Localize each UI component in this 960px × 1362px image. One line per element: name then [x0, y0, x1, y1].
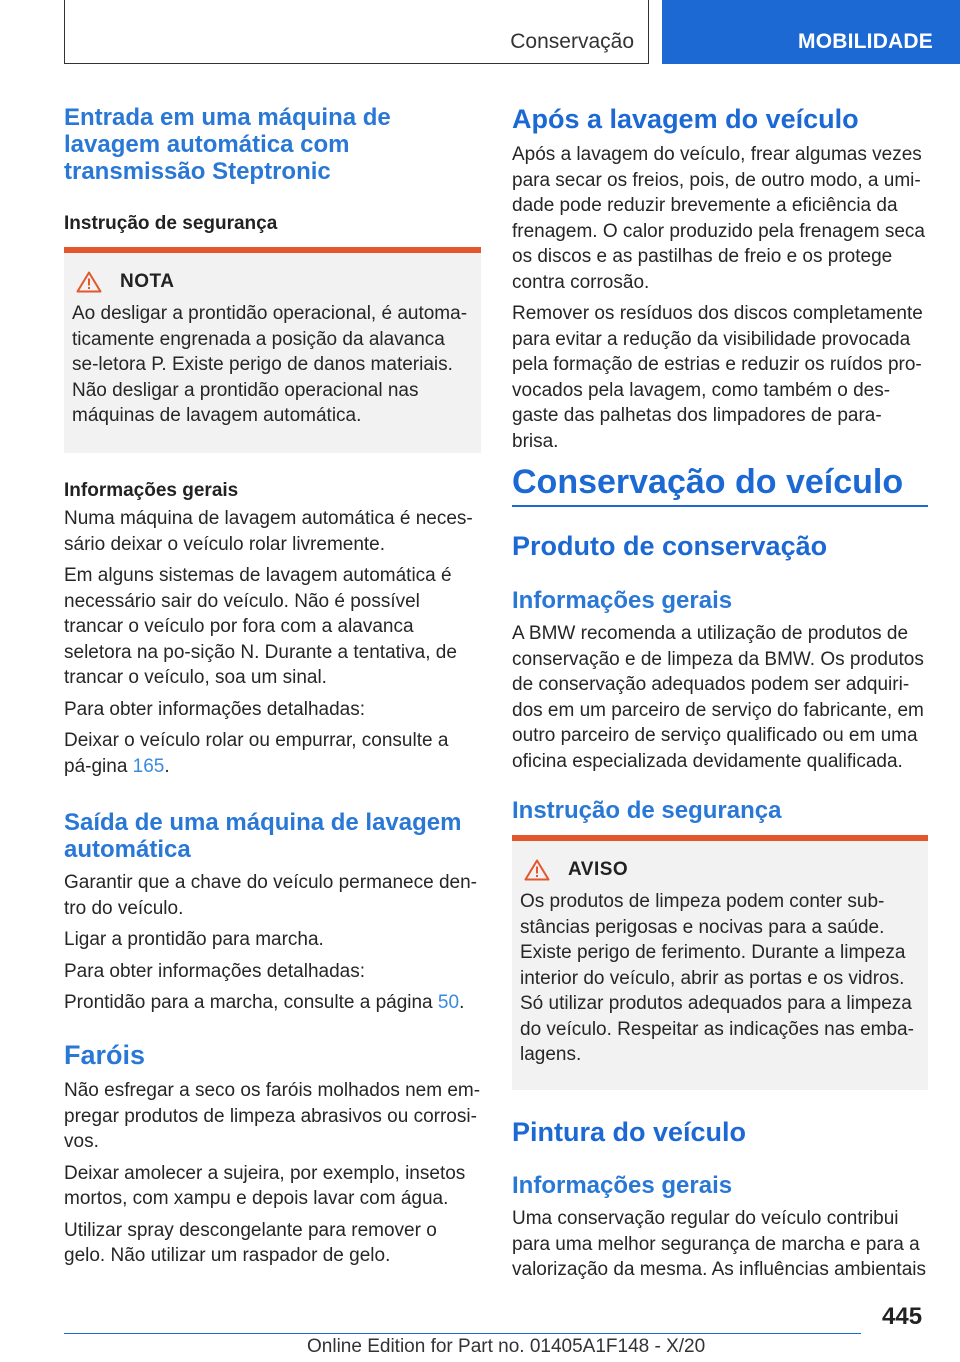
paint-title: Pintura do veículo — [512, 1117, 747, 1147]
warning-label: AVISO — [568, 859, 629, 880]
paint-paragraph: Uma conservação regular do veículo contribui para uma melhor segurança de marcha e para a valorização da mesma. As influências ambientais — [512, 1208, 926, 1280]
after-wash-title: Após a lavagem do veículo — [512, 104, 859, 134]
header-chapter-tab[interactable]: MOBILIDADE — [662, 0, 960, 64]
info-heading-right: Informações gerais — [512, 587, 733, 614]
lights-paragraph-2: Deixar amolecer a sujeira, por exemplo, insetos mortos, com xampu e depois lavar com água. — [64, 1162, 466, 1209]
exit-p4-suffix: . — [459, 992, 465, 1013]
page-link-165[interactable]: 165 — [132, 755, 165, 777]
note-box — [64, 247, 481, 453]
general-paragraph-3: Para obter informações detalhadas: — [64, 698, 366, 720]
warning-box — [512, 835, 928, 1090]
product-info-paragraph: A BMW recomenda a utilização de produtos de conservação e de limpeza da BMW. Os produtos de conservação adequados podem ser adquiri-dos em um parceiro de serviço do fabricante, em outro parceiro de serviço qualificado ou em uma oficina especializada devidamente qualificada. — [512, 623, 924, 772]
general-info-section — [64, 480, 481, 779]
header-section-title: Conservação — [510, 30, 634, 53]
page-link-50[interactable]: 50 — [437, 992, 460, 1013]
footer-edition: Online Edition for Part no. 01405A1F148 - X/20 — [307, 1336, 706, 1357]
footer-rule — [64, 1333, 861, 1334]
chapter-rule — [512, 505, 928, 507]
exit-section — [64, 870, 481, 1016]
vehicle-care-title: Conservação do veículo — [512, 463, 904, 501]
exit-paragraph-3: Para obter informações detalhadas: — [64, 960, 366, 982]
warning-text: Os produtos de limpeza podem conter sub-stâncias perigosas e nocivas para a saúde. Existe perigo de ferimento. Durante a limpeza interior do veículo, abrir as portas e os vidros. Só utilizar produtos adequados para a limpeza do veículo. Respeitar as indicações nas emba-lagens. — [520, 891, 914, 1065]
lights-paragraph-3: Utilizar spray descongelante para remover o gelo. Não utilizar um raspador de gelo. — [64, 1219, 437, 1266]
general-info-heading: Informações gerais — [64, 480, 239, 501]
note-label: NOTA — [120, 271, 175, 292]
after-wash-section — [512, 142, 928, 454]
exit-wash-title: Saída de uma máquina de lavagem automática — [64, 809, 462, 863]
general-p4-suffix: . — [164, 755, 170, 777]
after-paragraph-1: Após a lavagem do veículo, frear algumas vezes para secar os freios, pois, de outro modo, a umi-dade pode reduzir brevemente a eficiência da frenagem. O calor produzido pela frenagem seca os discos e as pastilhas de freio e os protege contra corrosão. — [512, 144, 925, 293]
lights-section — [64, 1078, 481, 1269]
after-paragraph-2: Remover os resíduos dos discos completamente para evitar a redução da visibilidade provocada pela formação de estrias e reduzir os ruídos pro-vocados pela lavagem, como também o des-gaste das palhetas dos limpadores de para-brisa. — [512, 303, 923, 452]
lights-title: Faróis — [64, 1040, 146, 1070]
paint-section — [512, 1206, 928, 1283]
general-p4-text: Deixar o veículo rolar ou empurrar, consulte a pá-gina — [64, 730, 449, 777]
steptronic-wash-title: Entrada em uma máquina de lavagem automática com transmissão Steptronic — [64, 104, 391, 185]
lights-paragraph-1: Não esfregar a seco os faróis molhados nem em-pregar produtos de limpeza abrasivos ou corrosi-vos. — [64, 1080, 481, 1152]
product-info-section — [512, 621, 928, 774]
page-number: 445 — [882, 1303, 923, 1330]
safety-heading-left: Instrução de segurança — [64, 213, 278, 234]
note-header — [72, 271, 473, 293]
warning-triangle-icon — [76, 271, 102, 293]
paint-info-heading: Informações gerais — [512, 1172, 733, 1199]
exit-paragraph-1: Garantir que a chave do veículo permanece den-tro do veículo. — [64, 872, 477, 919]
warning-header — [520, 859, 920, 881]
exit-paragraph-4 — [64, 990, 481, 1016]
safety-heading-right: Instrução de segurança — [512, 797, 782, 824]
note-text: Ao desligar a prontidão operacional, é automa-ticamente engrenada a posição da alavanca se-letora P. Existe perigo de danos materiais. Não desligar a prontidão operacional nas máquinas de lavagem automática. — [72, 303, 468, 426]
general-paragraph-2: Em alguns sistemas de lavagem automática é necessário sair do veículo. Não é possível trancar o veículo por fora com a alavanca seletora na po-sição N. Durante a tentativa, de trancar o veículo, soa um sinal. — [64, 565, 457, 688]
general-paragraph-4 — [64, 728, 481, 779]
header-section-box — [64, 0, 649, 64]
general-paragraph-1: Numa máquina de lavagem automática é neces-sário deixar o veículo rolar livremente. — [64, 508, 473, 555]
exit-p4-text: Prontidão para a marcha, consulte a página — [64, 992, 433, 1013]
warning-triangle-icon — [524, 859, 550, 881]
care-product-title: Produto de conservação — [512, 531, 828, 561]
exit-paragraph-2: Ligar a prontidão para marcha. — [64, 929, 324, 950]
